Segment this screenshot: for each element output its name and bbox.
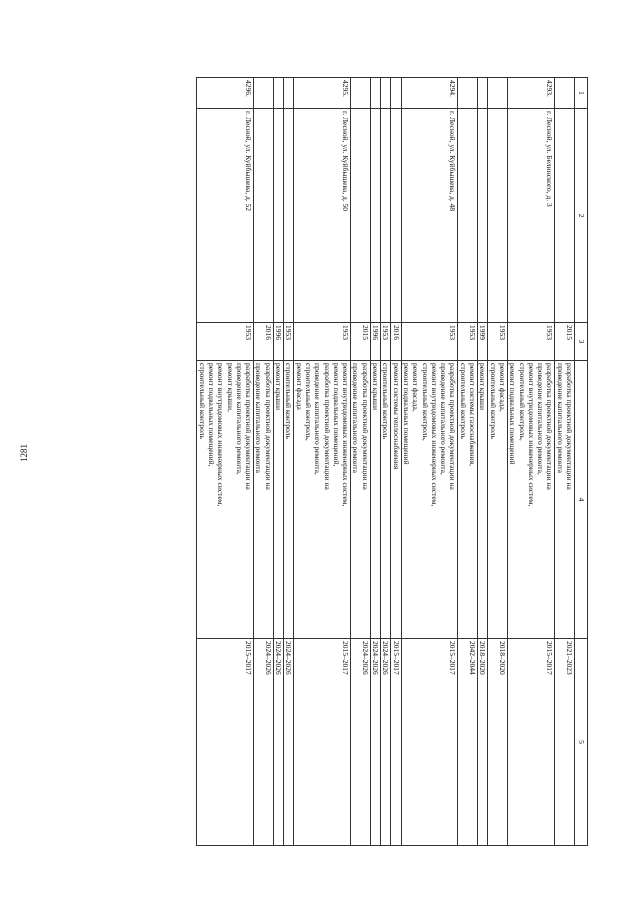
cell-number: 4296. bbox=[197, 78, 254, 109]
work-line: ремонт подвальных помещений, bbox=[207, 363, 217, 467]
work-line: строительный контроль, bbox=[420, 363, 430, 441]
cell-address bbox=[555, 109, 575, 323]
cell-work-types bbox=[351, 361, 371, 639]
table-row bbox=[391, 78, 401, 846]
table-row bbox=[381, 78, 391, 846]
cell-address: г. Лесной, ул. Куйбышева, д. 48 bbox=[401, 109, 458, 323]
work-line: ремонт крыши bbox=[478, 363, 488, 410]
cell-year: 1953 bbox=[284, 323, 294, 361]
cell-period: 2024–2026 bbox=[381, 639, 391, 846]
table-row bbox=[197, 78, 254, 846]
cell-period: 2015–2017 bbox=[294, 639, 351, 846]
cell-work-types bbox=[488, 361, 508, 639]
cell-period: 2021–2023 bbox=[555, 639, 575, 846]
work-line: строительный контроль bbox=[488, 363, 498, 439]
work-line: ремонт крыши, bbox=[225, 363, 235, 412]
work-line: ремонт подвальных помещений bbox=[401, 363, 411, 465]
header-cell: 2 bbox=[575, 109, 588, 323]
cell-year: 2015 bbox=[555, 323, 575, 361]
work-line: ремонт внутридомовых инженерных систем, bbox=[526, 363, 536, 507]
table-row bbox=[254, 78, 274, 846]
cell-address bbox=[370, 109, 380, 323]
header-cell: 1 bbox=[575, 78, 588, 109]
cell-work-types bbox=[284, 361, 294, 639]
work-line: проведение капитального ремонта, bbox=[536, 363, 546, 475]
cell-period: 2024–2026 bbox=[284, 639, 294, 846]
rotated-table-wrapper bbox=[110, 77, 588, 845]
cell-address bbox=[284, 109, 294, 323]
table-row bbox=[478, 78, 488, 846]
work-line: строительный контроль bbox=[458, 363, 468, 439]
work-line: строительный контроль bbox=[197, 363, 207, 439]
cell-address: г. Лесной, ул. Белинского, д. 3 bbox=[507, 109, 554, 323]
table-row bbox=[370, 78, 380, 846]
work-line: проведение капитального ремонта, bbox=[234, 363, 244, 475]
table-row bbox=[351, 78, 371, 846]
work-line: строительный контроль bbox=[284, 363, 294, 439]
cell-period: 2015–2017 bbox=[391, 639, 401, 846]
work-line: ремонт крыши bbox=[371, 363, 381, 410]
cell-period: 2024–2026 bbox=[370, 639, 380, 846]
cell-number bbox=[254, 78, 274, 109]
work-line: ремонт внутридомовых инженерных систем, bbox=[216, 363, 226, 507]
cell-address bbox=[381, 109, 391, 323]
cell-number bbox=[370, 78, 380, 109]
cell-number bbox=[273, 78, 283, 109]
work-line: строительный контроль bbox=[381, 363, 391, 439]
table-row bbox=[401, 78, 458, 846]
table-row bbox=[507, 78, 554, 846]
header-row bbox=[575, 78, 588, 846]
work-line: проведение капитального ремонта bbox=[254, 363, 264, 473]
work-line: ремонт крыши bbox=[274, 363, 284, 410]
cell-address: г. Лесной, ул. Куйбышева, д. 50 bbox=[294, 109, 351, 323]
cell-address: г. Лесной, ул. Куйбышева, д. 52 bbox=[197, 109, 254, 323]
cell-period: 2042–2044 bbox=[458, 639, 478, 846]
work-line: ремонт системы газоснабжения, bbox=[468, 363, 478, 467]
table-body bbox=[197, 78, 575, 846]
cell-number bbox=[488, 78, 508, 109]
cell-number: 4293. bbox=[507, 78, 554, 109]
cell-year: 1996 bbox=[370, 323, 380, 361]
cell-work-types bbox=[391, 361, 401, 639]
work-line: разработка проектной документации на bbox=[360, 363, 370, 490]
work-line: строительный контроль, bbox=[303, 363, 313, 441]
table-row bbox=[458, 78, 478, 846]
work-line: разработка проектной документации на bbox=[565, 363, 574, 490]
cell-year: 1996 bbox=[273, 323, 283, 361]
cell-number bbox=[478, 78, 488, 109]
cell-period: 2018–2020 bbox=[488, 639, 508, 846]
work-line: ремонт фасада, bbox=[411, 363, 421, 412]
cell-work-types bbox=[555, 361, 575, 639]
page-number: 1281 bbox=[19, 444, 29, 462]
cell-year: 1999 bbox=[478, 323, 488, 361]
cell-work-types bbox=[197, 361, 254, 639]
cell-year: 2016 bbox=[254, 323, 274, 361]
cell-number bbox=[458, 78, 478, 109]
cell-year: 1953 bbox=[381, 323, 391, 361]
work-line: ремонт внутридомовых инженерных систем, bbox=[341, 363, 351, 507]
cell-year: 1953 bbox=[401, 323, 458, 361]
cell-address bbox=[391, 109, 401, 323]
cell-work-types bbox=[458, 361, 478, 639]
work-line: разработка проектной документации на bbox=[545, 363, 555, 490]
work-line: разработка проектной документации на bbox=[244, 363, 254, 490]
cell-number bbox=[555, 78, 575, 109]
cell-period: 2024–2026 bbox=[254, 639, 274, 846]
cell-work-types bbox=[381, 361, 391, 639]
work-line: ремонт подвальных помещений, bbox=[331, 363, 341, 467]
cell-number: 4294. bbox=[401, 78, 458, 109]
cell-work-types bbox=[273, 361, 283, 639]
table-row bbox=[488, 78, 508, 846]
cell-year: 1953 bbox=[458, 323, 478, 361]
work-line: проведение капитального ремонта, bbox=[439, 363, 449, 475]
capital-repair-table bbox=[196, 77, 588, 846]
cell-work-types bbox=[478, 361, 488, 639]
work-line: ремонт подвальных помещений bbox=[508, 363, 518, 465]
cell-address bbox=[273, 109, 283, 323]
work-line: разработка проектной документации на bbox=[448, 363, 458, 490]
cell-number bbox=[381, 78, 391, 109]
cell-address bbox=[458, 109, 478, 323]
table-row bbox=[284, 78, 294, 846]
cell-period: 2018–2020 bbox=[478, 639, 488, 846]
work-line: ремонт внутридомовых инженерных систем, bbox=[429, 363, 439, 507]
work-line: ремонт фасада bbox=[294, 363, 304, 410]
table-row bbox=[294, 78, 351, 846]
header-cell: 5 bbox=[575, 639, 588, 846]
work-line: разработка проектной документации на bbox=[263, 363, 273, 490]
cell-work-types bbox=[294, 361, 351, 639]
cell-work-types bbox=[254, 361, 274, 639]
cell-number: 4295. bbox=[294, 78, 351, 109]
work-line: строительный контроль, bbox=[517, 363, 527, 441]
cell-year: 1953 bbox=[507, 323, 554, 361]
table-row bbox=[273, 78, 283, 846]
cell-year: 1953 bbox=[294, 323, 351, 361]
cell-year: 1953 bbox=[197, 323, 254, 361]
cell-work-types bbox=[401, 361, 458, 639]
header-cell: 3 bbox=[575, 323, 588, 361]
cell-number bbox=[391, 78, 401, 109]
cell-period: 2015–2017 bbox=[507, 639, 554, 846]
cell-period: 2024–2026 bbox=[351, 639, 371, 846]
work-line: проведение капитального ремонта bbox=[351, 363, 361, 473]
table-row bbox=[555, 78, 575, 846]
work-line: проведение капитального ремонта bbox=[555, 363, 565, 473]
work-line: ремонт фасада, bbox=[497, 363, 507, 412]
cell-period: 2024–2026 bbox=[273, 639, 283, 846]
cell-address bbox=[478, 109, 488, 323]
cell-number bbox=[351, 78, 371, 109]
cell-address bbox=[351, 109, 371, 323]
cell-number bbox=[284, 78, 294, 109]
cell-address bbox=[254, 109, 274, 323]
cell-work-types bbox=[370, 361, 380, 639]
cell-address bbox=[488, 109, 508, 323]
work-line: ремонт системы теплоснабжения bbox=[391, 363, 401, 470]
header-cell: 4 bbox=[575, 361, 588, 639]
work-line: проведение капитального ремонта, bbox=[313, 363, 323, 475]
work-line: разработка проектной документации на bbox=[322, 363, 332, 490]
cell-period: 2015–2017 bbox=[401, 639, 458, 846]
cell-period: 2015–2017 bbox=[197, 639, 254, 846]
cell-year: 2015 bbox=[351, 323, 371, 361]
cell-work-types bbox=[507, 361, 554, 639]
cell-year: 1953 bbox=[488, 323, 508, 361]
cell-year: 2016 bbox=[391, 323, 401, 361]
